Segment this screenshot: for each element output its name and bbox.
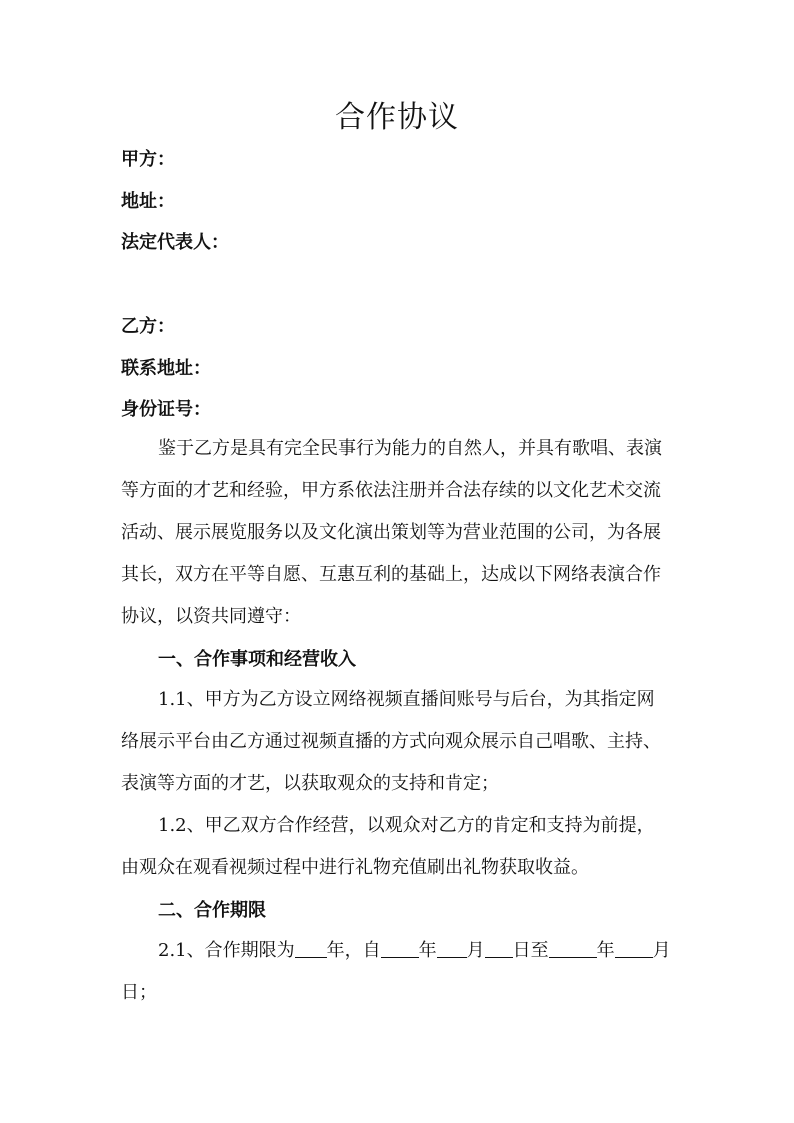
start-month-blank	[437, 937, 467, 958]
clause-2-1	[121, 930, 675, 1014]
preamble-paragraph	[121, 428, 675, 638]
clause-text: 年，自	[326, 940, 381, 961]
preamble-line: 鉴于乙方是具有完全民事行为能力的自然人，并具有歌唱、表演	[158, 438, 662, 459]
clause-text: 日至	[512, 940, 549, 961]
clause-text: 月	[466, 940, 485, 961]
clause-line: 表演等方面的才艺，以获取观众的支持和肯定；	[121, 773, 499, 794]
section-2-heading: 二、合作期限	[158, 900, 266, 921]
clause-1-1	[121, 679, 675, 805]
party-a-representative-label: 法定代表人：	[121, 232, 229, 253]
clause-line	[121, 930, 675, 972]
party-a-label: 甲方：	[121, 149, 175, 170]
party-b-id-number-label: 身份证号：	[121, 399, 211, 420]
start-day-blank	[485, 937, 513, 958]
clause-line: 由观众在观看视频过程中进行礼物充值刷出礼物获取收益。	[121, 857, 589, 878]
section-1-heading: 一、合作事项和经营收入	[158, 649, 356, 670]
clause-line: 络展示平台由乙方通过视频直播的方式向观众展示自己唱歌、主持、	[121, 731, 661, 752]
party-a-address-label: 地址：	[121, 191, 175, 212]
start-year-blank	[381, 937, 419, 958]
years-blank	[295, 937, 327, 958]
clause-1-2	[121, 805, 675, 889]
clause-line: 日；	[121, 982, 157, 1003]
end-year-blank	[549, 937, 597, 958]
document-title: 合作协议	[335, 100, 459, 135]
preamble-line: 其长，双方在平等自愿、互惠互利的基础上，达成以下网络表演合作	[121, 564, 661, 585]
clause-text: 2.1、合作期限为	[158, 940, 295, 961]
preamble-line: 活动、展示展览服务以及文化演出策划等为营业范围的公司，为各展	[121, 522, 661, 543]
preamble-line: 等方面的才艺和经验，甲方系依法注册并合法存续的以文化艺术交流	[121, 480, 661, 501]
party-b-contact-address-label: 联系地址：	[121, 358, 211, 379]
clause-line: 1.1、甲方为乙方设立网络视频直播间账号与后台，为其指定网	[158, 689, 655, 710]
clause-text: 年	[596, 940, 615, 961]
clause-text: 月	[652, 940, 671, 961]
clause-line: 1.2、甲乙双方合作经营，以观众对乙方的肯定和支持为前提，	[158, 815, 655, 836]
end-month-blank	[615, 937, 653, 958]
preamble-line: 协议，以资共同遵守：	[121, 606, 301, 627]
clause-text: 年	[418, 940, 437, 961]
party-b-label: 乙方：	[121, 316, 175, 337]
